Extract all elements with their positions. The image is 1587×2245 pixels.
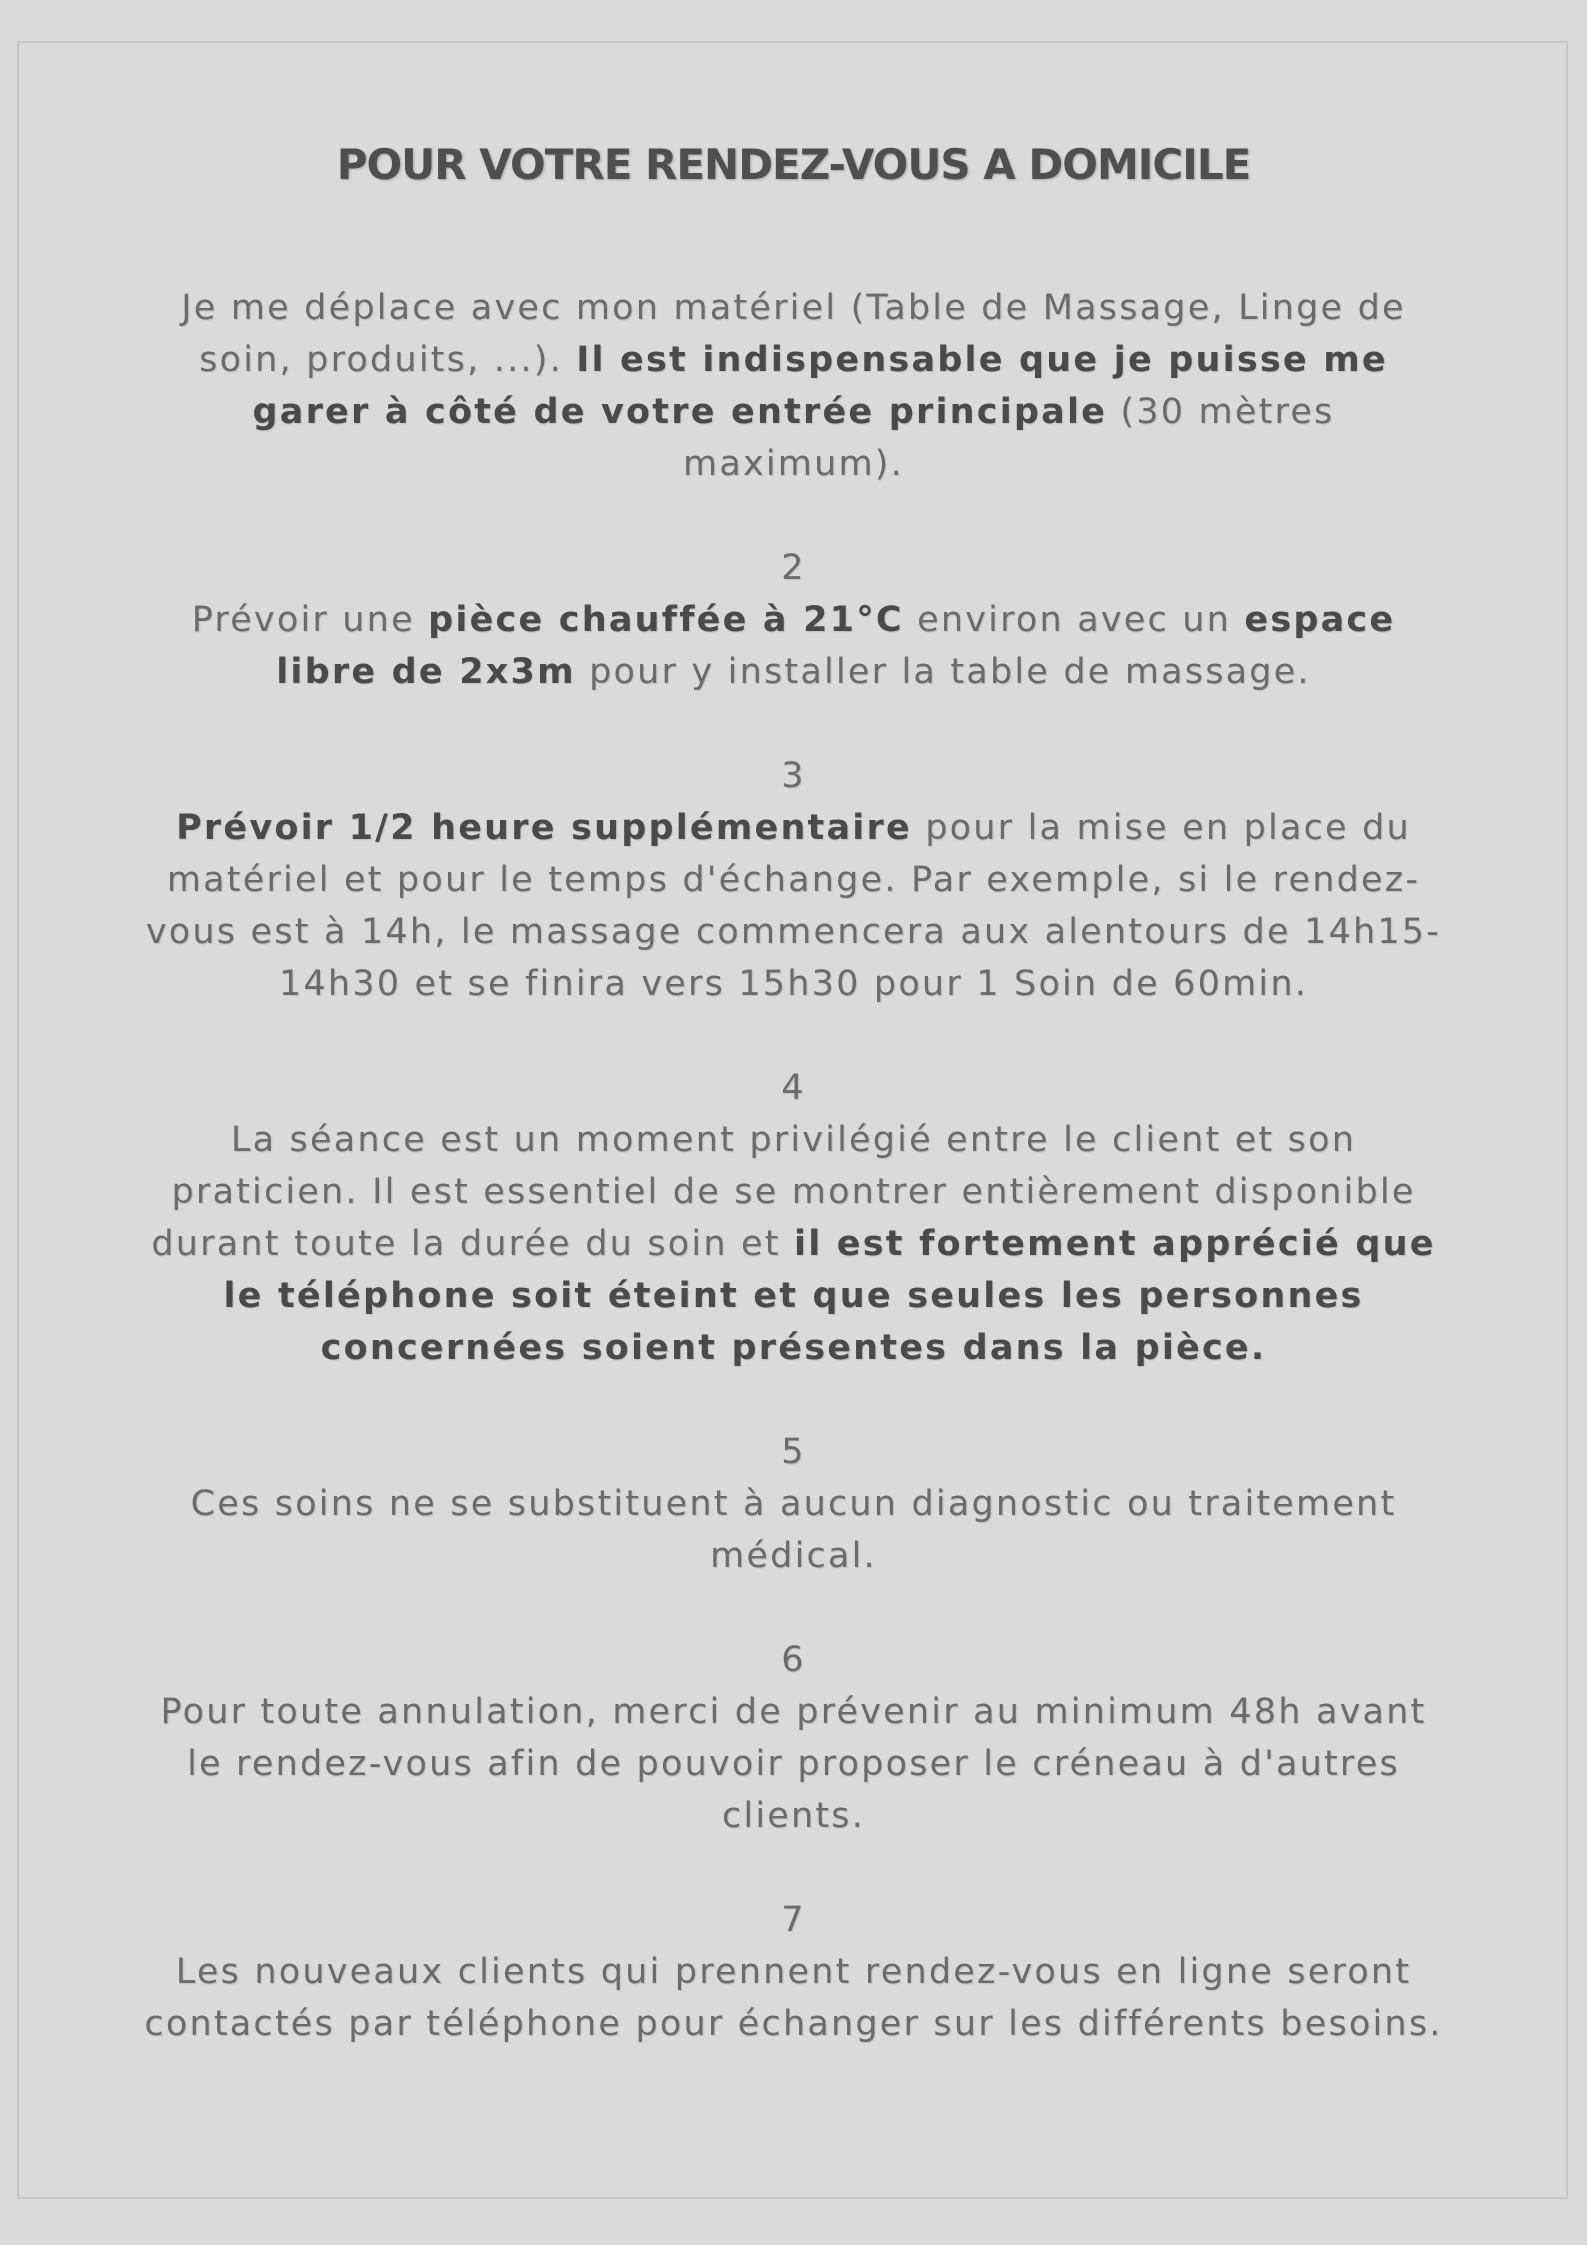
condition-text: Ces soins ne se substituent à aucun diagnostic ou traitement médical. xyxy=(190,1484,1397,1576)
condition-emphasis: il est fortement apprécié que le téléphone soit éteint et que seules les personnes concernées soient présentes dans la pièce. xyxy=(223,1224,1436,1368)
condition-item xyxy=(140,542,1447,698)
condition-number: 7 xyxy=(781,1900,806,1940)
condition-text: pour la mise en place du matériel et pour le temps d'échange. Par exemple, si le rendez-vous est à 14h, le massage commencera aux alentours de 14h15-14h30 et se finira vers 15h30 pour 1 Soin de 60min. xyxy=(145,808,1442,1004)
condition-emphasis: Il est indispensable que je puisse me garer à côté de votre entrée principale xyxy=(252,340,1388,432)
condition-item xyxy=(140,1062,1447,1374)
condition-item xyxy=(140,750,1447,1010)
conditions-list xyxy=(140,282,1447,2050)
condition-number: 2 xyxy=(781,548,806,588)
condition-item xyxy=(140,1426,1447,1582)
condition-text: Je me déplace avec mon matériel (Table de Massage, Linge de soin, produits, ...). xyxy=(181,288,1406,380)
condition-text: Pour toute annulation, merci de prévenir au minimum 48h avant le rendez-vous afin de pouvoir proposer le créneau à d'autres clients. xyxy=(160,1692,1427,1836)
condition-text: pour y installer la table de massage. xyxy=(575,652,1311,692)
condition-number: 6 xyxy=(781,1640,806,1680)
condition-item xyxy=(140,1634,1447,1842)
condition-emphasis: pièce chauffée à 21°C xyxy=(428,600,904,640)
page-title: POUR VOTRE RENDEZ-VOUS A DOMICILE xyxy=(336,140,1251,189)
condition-emphasis: Prévoir 1/2 heure supplémentaire xyxy=(176,808,912,848)
condition-number: 4 xyxy=(781,1068,806,1108)
condition-item xyxy=(140,282,1447,490)
condition-text: Les nouveaux clients qui prennent rendez-vous en ligne seront contactés par téléphone pour échanger sur les différents besoins. xyxy=(144,1952,1443,2044)
condition-number: 3 xyxy=(781,756,806,796)
condition-number: 5 xyxy=(781,1432,806,1472)
condition-item xyxy=(140,1894,1447,2050)
condition-text: environ avec un xyxy=(903,600,1245,640)
condition-text: Prévoir une xyxy=(191,600,429,640)
condition-text: La séance est un moment privilégié entre le client et son praticien. Il est essentiel de se montrer entièrement disponible durant toute la durée du soin et xyxy=(151,1120,1416,1264)
condition-emphasis: espace libre de 2x3m xyxy=(276,600,1396,692)
condition-text: (30 mètres maximum). xyxy=(683,392,1335,484)
